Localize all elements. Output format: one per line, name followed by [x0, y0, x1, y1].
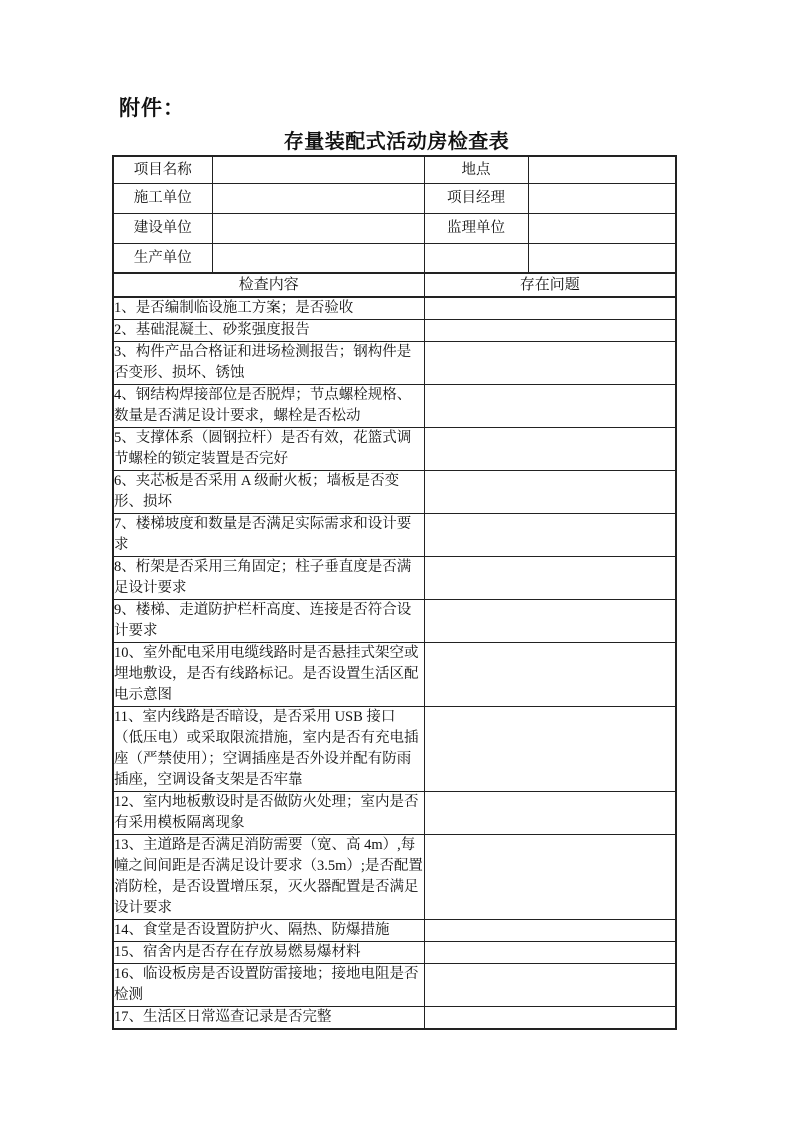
checklist-item-content: 11、室内线路是否暗设，是否采用 USB 接口（低压电）或采取限流措施，室内是否有充电插座（严禁使用）；空调插座是否外设并配有防雨插座，空调设备支架是否牢靠 — [113, 707, 424, 792]
checklist-item-content: 3、构件产品合格证和进场检测报告；钢构件是否变形、损坏、锈蚀 — [113, 342, 424, 385]
checklist-row-5 — [113, 428, 676, 471]
checklist-item-content: 12、室内地板敷设时是否做防火处理；室内是否有采用模板隔离现象 — [113, 792, 424, 835]
checklist-item-problem — [424, 920, 676, 942]
construction-unit-label: 施工单位 — [113, 184, 212, 214]
checklist-item-problem — [424, 942, 676, 964]
project-manager-value — [528, 184, 676, 214]
project-manager-label: 项目经理 — [424, 184, 528, 214]
production-unit-label: 生产单位 — [113, 244, 212, 274]
construction-unit-value — [212, 184, 424, 214]
checklist-item-content: 10、室外配电采用电缆线路时是否悬挂式架空或埋地敷设，是否有线路标记。是否设置生活区配电示意图 — [113, 643, 424, 707]
checklist-item-content: 17、生活区日常巡查记录是否完整 — [113, 1007, 424, 1030]
info-row-producer — [113, 244, 676, 274]
client-unit-value — [212, 214, 424, 244]
checklist-row-7 — [113, 514, 676, 557]
location-label: 地点 — [424, 156, 528, 184]
checklist-item-problem — [424, 428, 676, 471]
checklist-row-3 — [113, 342, 676, 385]
page-title: 存量装配式活动房检查表 — [283, 131, 510, 153]
client-unit-label: 建设单位 — [113, 214, 212, 244]
info-empty-label — [424, 244, 528, 274]
checklist-item-content: 6、夹芯板是否采用 A 级耐火板；墙板是否变形、损坏 — [113, 471, 424, 514]
project-name-value — [212, 156, 424, 184]
info-row-project — [113, 156, 676, 184]
production-unit-value — [212, 244, 424, 274]
checklist-header-row — [113, 273, 676, 297]
checklist-item-content: 15、宿舍内是否存在存放易燃易爆材料 — [113, 942, 424, 964]
checklist-item-content: 16、临设板房是否设置防雷接地；接地电阻是否检测 — [113, 964, 424, 1007]
checklist-row-16 — [113, 964, 676, 1007]
checklist-item-problem — [424, 514, 676, 557]
checklist-item-content: 14、食堂是否设置防护火、隔热、防爆措施 — [113, 920, 424, 942]
checklist-row-4 — [113, 385, 676, 428]
info-empty-value — [528, 244, 676, 274]
inspection-form-table — [112, 155, 677, 1030]
content-column-header: 检查内容 — [113, 273, 424, 297]
checklist-item-content: 9、楼梯、走道防护栏杆高度、连接是否符合设计要求 — [113, 600, 424, 643]
checklist-item-problem — [424, 471, 676, 514]
checklist-item-problem — [424, 792, 676, 835]
checklist-item-problem — [424, 385, 676, 428]
project-name-label: 项目名称 — [113, 156, 212, 184]
checklist-row-2 — [113, 320, 676, 342]
checklist-row-13 — [113, 835, 676, 920]
checklist-row-8 — [113, 557, 676, 600]
checklist-item-content: 13、主道路是否满足消防需要（宽、高 4m）,每幢之间间距是否满足设计要求（3.5m）;是否配置消防栓，是否设置增压泵，灭火器配置是否满足设计要求 — [113, 835, 424, 920]
supervision-unit-label: 监理单位 — [424, 214, 528, 244]
attachment-label: 附件： — [119, 96, 185, 120]
checklist-item-content: 2、基础混凝土、砂浆强度报告 — [113, 320, 424, 342]
checklist-row-1 — [113, 297, 676, 320]
checklist-item-problem — [424, 835, 676, 920]
checklist-item-problem — [424, 342, 676, 385]
checklist-row-6 — [113, 471, 676, 514]
checklist-row-12 — [113, 792, 676, 835]
checklist-row-17 — [113, 1007, 676, 1030]
checklist-row-15 — [113, 942, 676, 964]
checklist-item-problem — [424, 964, 676, 1007]
checklist-item-problem — [424, 557, 676, 600]
info-row-client — [113, 214, 676, 244]
checklist-item-problem — [424, 297, 676, 320]
checklist-item-problem — [424, 707, 676, 792]
info-row-contractor — [113, 184, 676, 214]
checklist-row-10 — [113, 643, 676, 707]
checklist-item-content: 5、支撑体系（圆钢拉杆）是否有效，花篮式调节螺栓的锁定装置是否完好 — [113, 428, 424, 471]
checklist-item-content: 7、楼梯坡度和数量是否满足实际需求和设计要求 — [113, 514, 424, 557]
checklist-item-content: 1、是否编制临设施工方案；是否验收 — [113, 297, 424, 320]
checklist-row-11 — [113, 707, 676, 792]
location-value — [528, 156, 676, 184]
problems-column-header: 存在问题 — [424, 273, 676, 297]
checklist-item-problem — [424, 320, 676, 342]
checklist-item-problem — [424, 1007, 676, 1030]
checklist-row-14 — [113, 920, 676, 942]
checklist-item-problem — [424, 643, 676, 707]
checklist-item-content: 4、钢结构焊接部位是否脱焊；节点螺栓规格、数量是否满足设计要求，螺栓是否松动 — [113, 385, 424, 428]
supervision-unit-value — [528, 214, 676, 244]
checklist-item-problem — [424, 600, 676, 643]
checklist-item-content: 8、桁架是否采用三角固定；柱子垂直度是否满足设计要求 — [113, 557, 424, 600]
checklist-row-9 — [113, 600, 676, 643]
